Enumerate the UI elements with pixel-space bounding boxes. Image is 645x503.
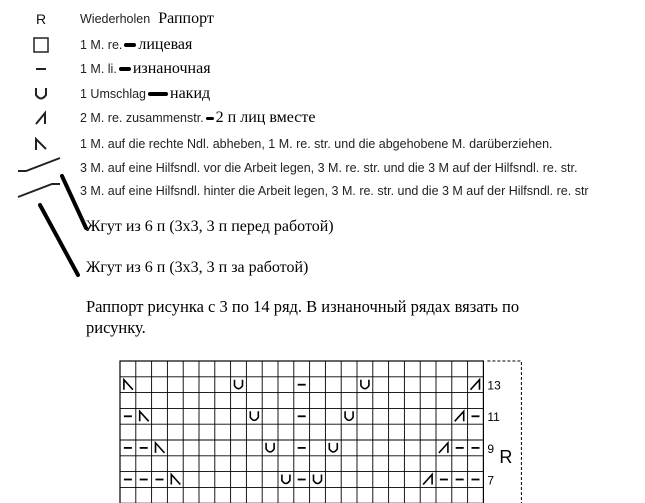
legend-ru: накид — [170, 85, 211, 102]
row-number-label: 9 — [487, 441, 495, 456]
legend-ru: 2 п лиц вместе — [215, 109, 316, 126]
legend-de: 1 M. re. — [80, 38, 123, 52]
row-number-label: 7 — [487, 473, 495, 488]
legend-de: Wiederholen — [80, 12, 151, 26]
legend-ru: Раппорт — [158, 10, 214, 27]
repeat-label: R — [499, 446, 513, 467]
chart-border — [120, 361, 483, 503]
row-number-label: 11 — [487, 410, 500, 425]
r-letter-icon: R — [35, 11, 47, 27]
legend-ru: изнаночная — [132, 60, 211, 77]
instructions-line2: рисунку. — [86, 318, 146, 337]
legend-de: 3 M. auf eine Hilfsndl. vor die Arbeit legen, 3 M. re. str. und die 3 M auf der Hilfsndl. re. str. — [80, 161, 578, 175]
cable-front-note: Жгут из 6 п (3х3, 3 п перед работой) — [86, 218, 334, 235]
cable-back-note: Жгут из 6 п (3х3, 3 п за работой) — [86, 259, 309, 276]
row-number-label: 13 — [487, 378, 501, 393]
legend-ru: лицевая — [138, 36, 193, 53]
legend-de: 1 Umschlag — [80, 87, 146, 101]
legend-de: 2 M. re. zusammenstr. — [80, 111, 204, 125]
legend-de: 3 M. auf eine Hilfsndl. hinter die Arbeit legen, 3 M. re. str. und die 3 M auf der Hilfsndl. re. str — [80, 184, 589, 198]
legend-de: 1 M. auf die rechte Ndl. abheben, 1 M. re. str. und die abgehobene M. darüberziehen. — [80, 137, 553, 151]
instructions-line1: Раппорт рисунка с 3 по 14 ряд. В изнаночный рядах вязать по — [86, 297, 520, 316]
legend-de: 1 M. li. — [80, 62, 117, 76]
